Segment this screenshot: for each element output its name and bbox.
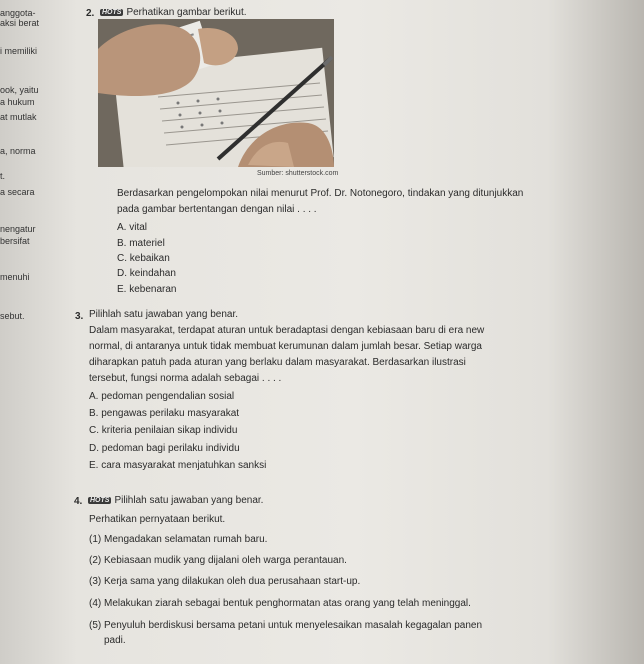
hots-badge: HOTS — [90, 497, 110, 504]
left-fragment: aksi berat — [0, 18, 40, 28]
question-3-option-e[interactable]: E. cara masyarakat menjatuhkan sanksi — [89, 460, 267, 471]
question-2-instruction-text: Perhatikan gambar berikut. — [126, 7, 247, 18]
question-3-option-d[interactable]: D. pedoman bagi perilaku individu — [89, 443, 240, 454]
question-4-intro: Perhatikan pernyataan berikut. — [89, 514, 226, 525]
question-2-number: 2. — [86, 8, 95, 19]
left-fragment: at mutlak — [0, 112, 37, 122]
question-2-stem-line: pada gambar bertentangan dengan nilai . . . . — [117, 204, 317, 215]
left-fragment: a secara — [0, 187, 35, 197]
question-2-stem-line: Berdasarkan pengelompokan nilai menurut Prof. Dr. Notonegoro, tindakan yang ditunjukkan — [117, 188, 524, 199]
question-3-instruction: Pilihlah satu jawaban yang benar. — [89, 309, 238, 320]
question-2-option-d[interactable]: D. keindahan — [117, 268, 176, 279]
exam-cheating-photo — [98, 19, 334, 167]
left-fragment: a, norma — [0, 146, 36, 156]
left-fragment: t. — [0, 171, 6, 181]
left-fragment: menuhi — [0, 272, 30, 282]
question-2-option-b[interactable]: B. materiel — [117, 238, 165, 249]
question-4-statement: (5) Penyuluh berdiskusi bersama petani untuk menyelesaikan masalah kegagalan panen — [89, 620, 483, 631]
left-column-fragments — [0, 0, 83, 664]
question-2-option-e[interactable]: E. kebenaran — [117, 284, 177, 295]
question-3-stem-line: Dalam masyarakat, terdapat aturan untuk beradaptasi dengan kebiasaan baru di era new — [89, 325, 485, 336]
photo-caption: Sumber: shutterstock.com — [257, 170, 339, 177]
question-4-statement: (4) Melakukan ziarah sebagai bentuk penghormatan atas orang yang telah meninggal. — [89, 598, 471, 609]
left-fragment: anggota- — [0, 8, 36, 18]
question-2-option-a[interactable]: A. vital — [117, 222, 148, 233]
left-fragment: bersifat — [0, 236, 30, 246]
question-4-statement: (2) Kebiasaan mudik yang dijalani oleh warga perantauan. — [89, 555, 347, 566]
hots-badge: HOTS — [102, 9, 122, 16]
question-3-stem-line: normal, di antaranya untuk tidak membuat kerumunan dalam jumlah besar. Setiap warga — [89, 341, 482, 352]
question-3-option-c[interactable]: C. kriteria penilaian sikap individu — [89, 425, 238, 436]
question-4-statement: (3) Kerja sama yang dilakukan oleh dua perusahaan start-up. — [89, 576, 361, 587]
left-fragment: nengatur — [0, 224, 36, 234]
question-3-stem-line: diharapkan patuh pada aturan yang berlaku dalam masyarakat. Berdasarkan ilustrasi — [89, 357, 466, 368]
question-3-option-b[interactable]: B. pengawas perilaku masyarakat — [89, 408, 240, 419]
question-4-number: 4. — [74, 496, 83, 507]
question-3-stem-line: tersebut, fungsi norma adalah sebagai . . . . — [89, 373, 282, 384]
question-4-instruction — [88, 495, 263, 506]
left-fragment: sebut. — [0, 311, 25, 321]
left-fragment: ook, yaitu — [0, 85, 39, 95]
photo-illustration — [98, 19, 334, 167]
question-4-statement: (1) Mengadakan selamatan rumah baru. — [89, 534, 268, 545]
question-2-instruction — [100, 7, 247, 18]
question-4-statement-continuation: padi. — [104, 635, 126, 646]
question-3-option-a[interactable]: A. pedoman pengendalian sosial — [89, 391, 235, 402]
left-fragment: a hukum — [0, 97, 35, 107]
question-4-instruction-text: Pilihlah satu jawaban yang benar. — [114, 495, 264, 506]
question-3-number: 3. — [75, 311, 84, 322]
question-2-option-c[interactable]: C. kebaikan — [117, 253, 170, 264]
left-fragment: i memiliki — [0, 46, 37, 56]
